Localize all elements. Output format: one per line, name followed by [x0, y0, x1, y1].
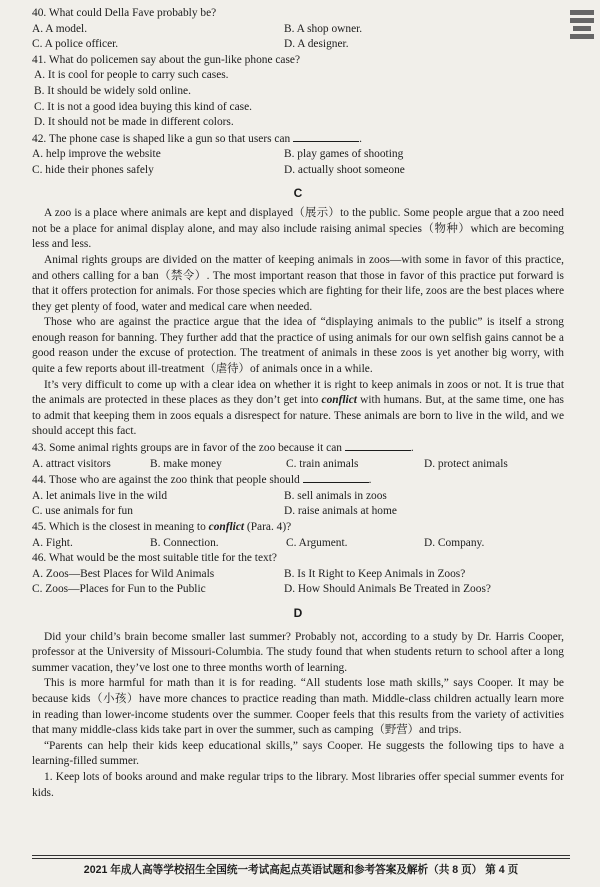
section-d-paragraph-4: 1. Keep lots of books around and make regular trips to the library. Most libraries offer special summer events for kids. [32, 770, 564, 799]
q41-option-b: B. It should be widely sold online. [34, 84, 191, 97]
q43-blank [345, 440, 411, 451]
q46-option-d: D. How Should Animals Be Treated in Zoos? [284, 583, 491, 596]
exam-content [32, 6, 564, 801]
footer-rule-top [32, 855, 570, 856]
q43-stem: 43. Some animal rights groups are in favor of the zoo because it can [32, 442, 342, 455]
q42-stem: 42. The phone case is shaped like a gun so that users can [32, 132, 291, 145]
keyword-conflict: conflict [321, 394, 357, 407]
q44-option-d: D. raise animals at home [284, 505, 397, 518]
q40-option-d: D. A designer. [284, 38, 349, 51]
q41-option-a: A. It is cool for people to carry such cases. [34, 69, 229, 82]
q43-stem-end: . [410, 442, 414, 455]
q42-blank [293, 131, 359, 142]
q40-stem: 40. What could Della Fave probably be? [32, 7, 217, 19]
q42-option-b: B. play games of shooting [284, 148, 404, 161]
section-d-heading: D [293, 605, 303, 620]
q45-option-c: C. Argument. [286, 536, 348, 549]
q44-option-c: C. use animals for fun [32, 505, 133, 518]
q43-option-d: D. protect animals [424, 457, 508, 470]
section-c-paragraph-4 [32, 378, 564, 440]
publisher-badge [568, 8, 596, 58]
q41-stem: 41. What do policemen say about the gun-like phone case? [32, 53, 301, 66]
q40-option-c: C. A police officer. [32, 38, 119, 51]
q46-options [32, 567, 564, 598]
q43-options [32, 457, 564, 473]
q43-option-c: C. train animals [286, 457, 359, 470]
section-d-paragraph-3: “Parents can help their kids keep educational skills,” says Cooper. He suggests the following tips to have a learning-filled summer. [32, 739, 564, 768]
section-d-paragraph-2: This is more harmful for math than it is for reading. “All students lose math skills,” says Cooper. It may be because kids（小孩）have more chances to practice reading than math. Middle-class children actually learn more in reading than lower-income students over the summer. Cooper feels that this results from the variety of activities that many middle-class kids take part in over the summer, such as camping（野营）and trips. [32, 677, 564, 737]
q40-options [32, 22, 564, 53]
q46-option-c: C. Zoos—Places for Fun to the Public [32, 583, 206, 596]
q44-option-a: A. let animals live in the wild [32, 489, 168, 502]
q42-stem-line [32, 131, 564, 148]
q43-option-a: A. attract visitors [32, 457, 111, 470]
q40-option-a: A. A model. [32, 22, 88, 35]
section-c-paragraph-1: A zoo is a place where animals are kept and displayed（展示）to the public. Some people argue that a zoo need not be a place for animal display alone, and may also include raising animal species（物种）which are becoming less and less. [32, 207, 564, 251]
q45-stem-a: 45. Which is the closest in meaning to [32, 521, 209, 533]
q41-option-c: C. It is not a good idea buying this kind of case. [34, 100, 252, 113]
q43-option-b: B. make money [150, 457, 222, 470]
q44-options [32, 489, 564, 520]
q45-stem-b: (Para. 4)? [244, 521, 292, 533]
section-c-heading: C [293, 185, 303, 200]
q46-option-a: A. Zoos—Best Places for Wild Animals [32, 567, 215, 580]
q45-stem-line [32, 520, 564, 536]
q44-stem-end: . [368, 474, 372, 487]
section-c-paragraph-2: Animal rights groups are divided on the matter of keeping animals in zoos—with some in favor of this practice, and others calling for a ban（禁令）. The most important reason that those in favor of this practice put forward is that it offers protection for animals. For those species which are fighting for their life, zoos are the best places where they get plenty of food, water and medical care when needed. [32, 253, 564, 313]
q41-option-d: D. It should not be made in different colors. [34, 116, 234, 129]
q44-option-b: B. sell animals in zoos [284, 489, 387, 502]
q44-stem: 44. Those who are against the zoo think that people should [32, 474, 300, 487]
q43-stem-line [32, 440, 564, 457]
q45-option-a: A. Fight. [32, 536, 73, 549]
q46-stem: 46. What would be the most suitable title for the text? [32, 552, 277, 565]
q42-stem-end: . [359, 132, 362, 145]
q42-options [32, 147, 564, 178]
q44-blank [303, 472, 369, 483]
q45-option-b: B. Connection. [150, 536, 219, 549]
q46-option-b: B. Is It Right to Keep Animals in Zoos? [284, 567, 466, 580]
q45-options [32, 536, 564, 552]
section-d-paragraph-1: Did your child’s brain become smaller last summer? Probably not, according to a study by Dr. Harris Cooper, professor at the University of Missouri-Columbia. The study found that when students return to school after a long summer vacation, they’ve lost one to three months worth of learning. [32, 630, 564, 674]
section-c-paragraph-3: Those who are against the practice argue that the idea of “displaying animals to the public” is itself a strong enough reason for banning. They further add that the practice of using animals for our own selfish gains cannot be a good reason under the excuse of protection. The treatment of animals in these zoos is yet another big worry, with quite a few reports about ill-treatment（虐待）of animals once in a while. [32, 316, 564, 376]
q40-option-b: B. A shop owner. [284, 22, 363, 35]
q44-stem-line [32, 472, 564, 489]
q45-keyword-conflict: conflict [208, 521, 245, 533]
footer-rule-bottom [32, 858, 570, 859]
q42-option-a: A. help improve the website [32, 148, 161, 161]
q42-option-c: C. hide their phones safely [32, 163, 154, 176]
section-c-paragraph-4-b: with humans. But, at the same time, one has to admit that keeping them in zoos equals a disrespect for nature. These animals are born to live in the wild, and we should accept this fact. [32, 394, 564, 438]
q45-option-d: D. Company. [424, 536, 485, 549]
section-c-paragraph-4-a: It’s very difficult to come up with a clear idea on whether it is right to keep animals in zoos or not. It is true that the animals are protected in these places as they don’t get into [32, 378, 564, 407]
page-footer: 2021 年成人高等学校招生全国统一考试高起点英语试题和参考答案及解析（共 8 页） 第 4 页 [83, 864, 519, 876]
q42-option-d: D. actually shoot someone [284, 163, 405, 176]
